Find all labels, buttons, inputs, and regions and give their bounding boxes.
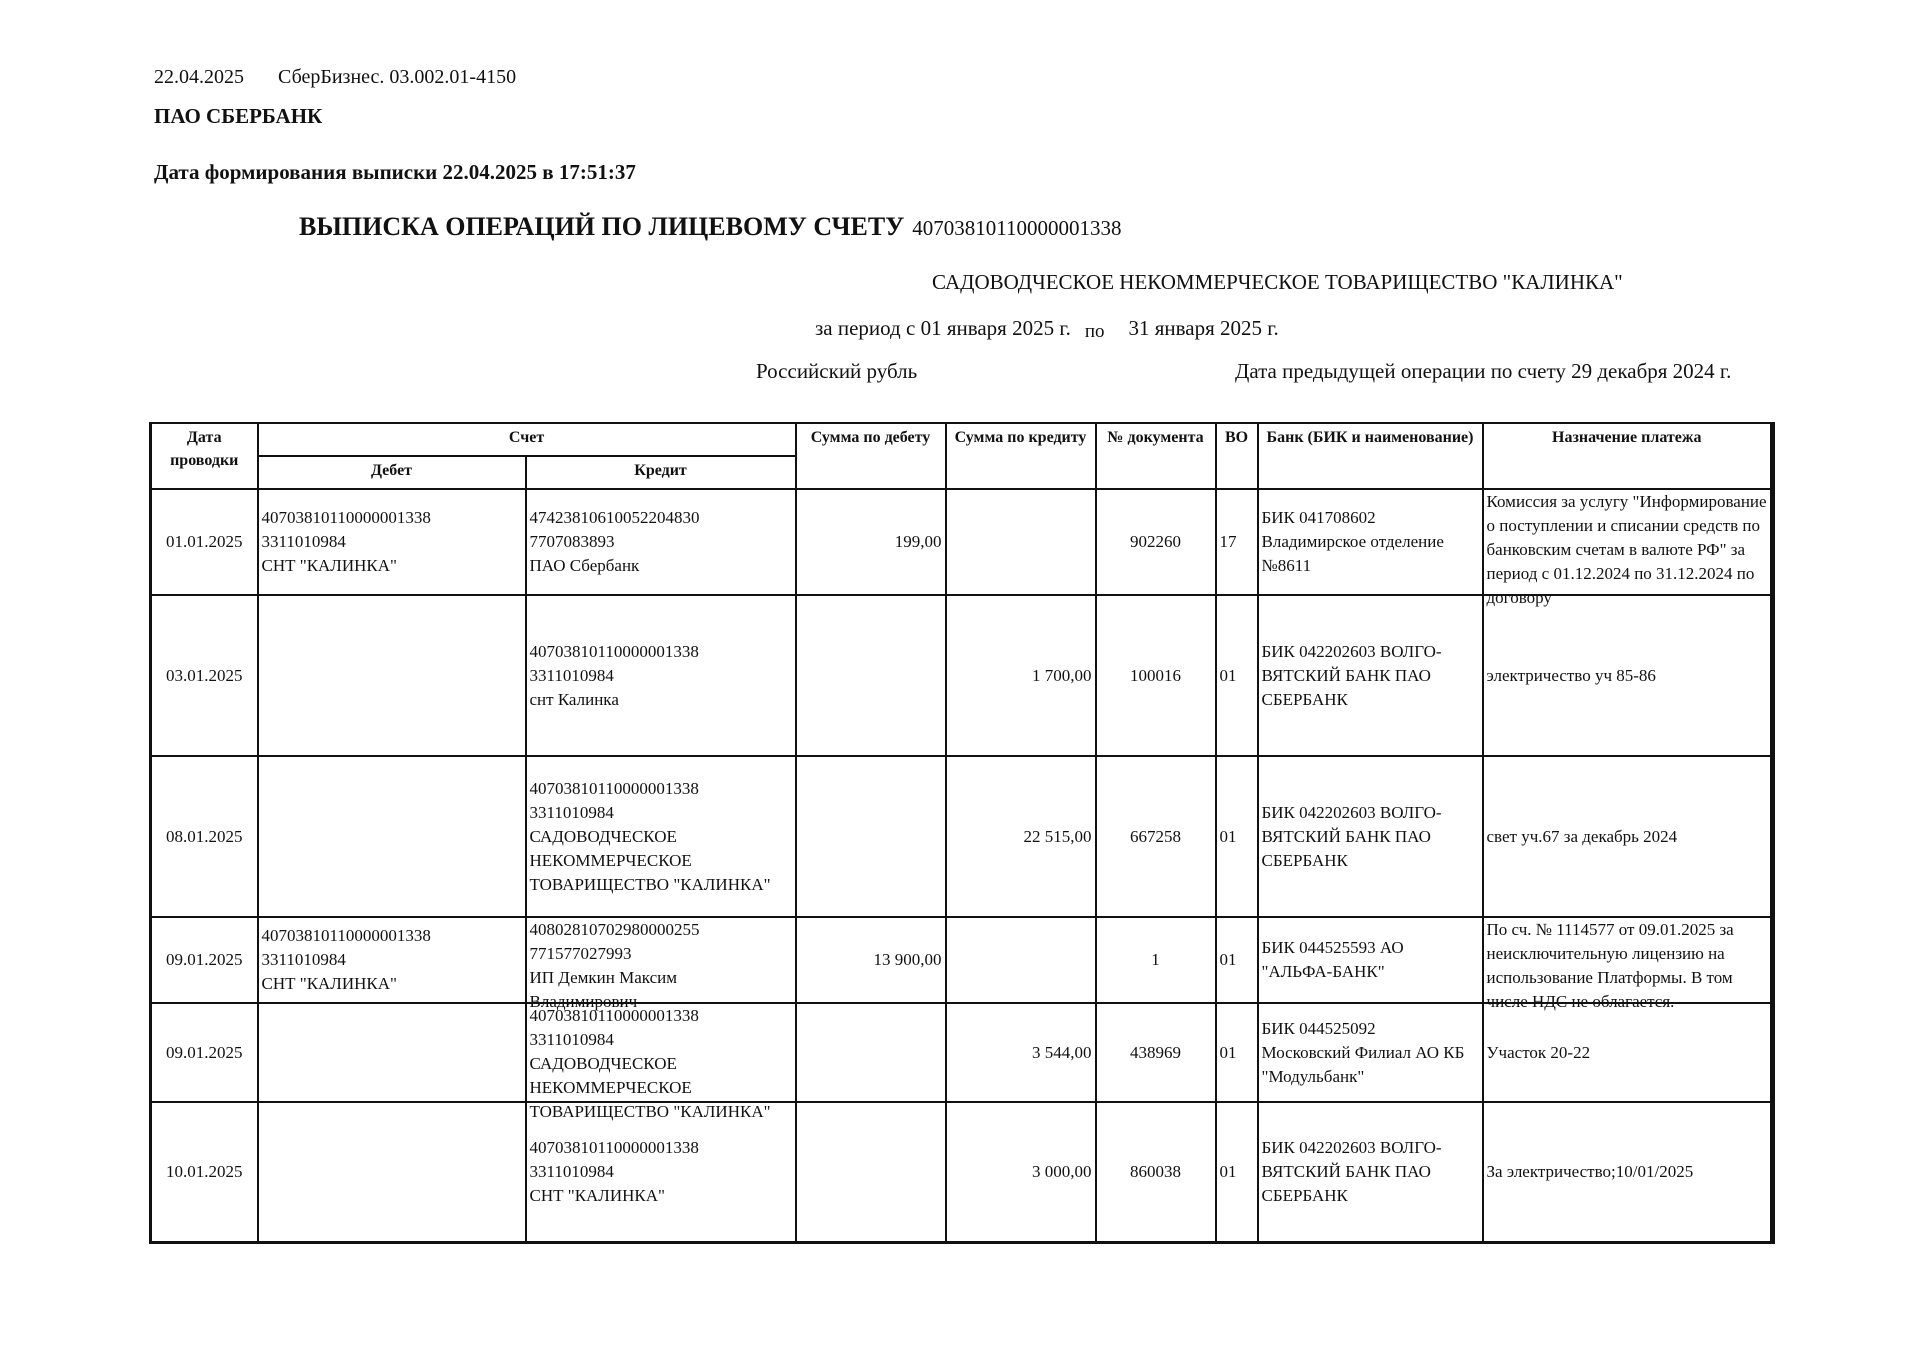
statement-account: 40703810110000001338	[912, 216, 1122, 240]
previous-operation-date: Дата предыдущей операции по счету 29 декабря 2024 г.	[1235, 359, 1732, 383]
period-to-word: по	[1084, 321, 1105, 342]
row-doc-no: 100016	[1096, 595, 1216, 756]
row-vo: 01	[1216, 1003, 1258, 1102]
row-purpose	[1483, 917, 1773, 1011]
row-debit-account	[258, 1003, 526, 1102]
col-purpose-header: Назначение платежа	[1483, 423, 1773, 489]
col-debit-sum-header: Сумма по дебету	[796, 423, 946, 489]
statement-title-text: ВЫПИСКА ОПЕРАЦИЙ ПО ЛИЦЕВОМУ СЧЕТУ	[299, 212, 905, 241]
row-debit-sum	[796, 1102, 946, 1242]
row-debit-account: 40703810110000001338 3311010984 СНТ "КАЛИНКА"	[258, 917, 526, 1003]
table-row	[151, 1003, 1773, 1102]
col-vo-header: ВО	[1216, 423, 1258, 489]
col-date-header: Дата проводки	[151, 423, 258, 489]
row-bank: БИК 042202603 ВОЛГО-ВЯТСКИЙ БАНК ПАО СБЕРБАНК	[1258, 756, 1483, 917]
row-vo: 01	[1216, 595, 1258, 756]
row-debit-account: 40703810110000001338 3311010984 СНТ "КАЛИНКА"	[258, 489, 526, 595]
header-line	[154, 66, 516, 89]
row-doc-no: 1	[1096, 917, 1216, 1003]
row-credit-account: 40703810110000001338 3311010984 снт Калинка	[526, 595, 796, 756]
row-credit-sum: 3 544,00	[946, 1003, 1096, 1102]
row-bank: БИК 042202603 ВОЛГО-ВЯТСКИЙ БАНК ПАО СБЕРБАНК	[1258, 1102, 1483, 1242]
row-credit-sum: 22 515,00	[946, 756, 1096, 917]
row-date: 09.01.2025	[151, 917, 258, 1003]
row-credit-account: 40703810110000001338 3311010984 САДОВОДЧЕСКОЕ НЕКОММЕРЧЕСКОЕ ТОВАРИЩЕСТВО "КАЛИНКА"	[526, 756, 796, 917]
row-debit-sum	[796, 595, 946, 756]
row-bank: БИК 042202603 ВОЛГО-ВЯТСКИЙ БАНК ПАО СБЕРБАНК	[1258, 595, 1483, 756]
row-credit-sum: 1 700,00	[946, 595, 1096, 756]
row-date: 08.01.2025	[151, 756, 258, 917]
row-bank: БИК 044525092 Московский Филиал АО КБ "Модульбанк"	[1258, 1003, 1483, 1102]
period-from: за период с 01 января 2025 г.	[815, 316, 1071, 340]
row-purpose: Участок 20-22	[1483, 1003, 1773, 1102]
row-credit-account-text: 40802810702980000255 771577027993 ИП Демкин Максим Владимирович	[529, 920, 700, 1011]
row-debit-account	[258, 595, 526, 756]
row-credit-account	[526, 917, 796, 1011]
row-date: 09.01.2025	[151, 1003, 258, 1102]
organization-name: САДОВОДЧЕСКОЕ НЕКОММЕРЧЕСКОЕ ТОВАРИЩЕСТВО "КАЛИНКА"	[932, 270, 1623, 294]
header-date: 22.04.2025	[154, 66, 244, 88]
row-credit-account	[526, 1003, 796, 1121]
row-doc-no: 902260	[1096, 489, 1216, 595]
row-purpose: электричество уч 85-86	[1483, 595, 1773, 756]
row-date: 01.01.2025	[151, 489, 258, 595]
row-debit-sum	[796, 1003, 946, 1102]
row-credit-account-text: 40703810110000001338 3311010984 САДОВОДЧЕСКОЕ НЕКОММЕРЧЕСКОЕ ТОВАРИЩЕСТВО "КАЛИНКА"	[529, 1006, 771, 1121]
col-bank-header: Банк (БИК и наименование)	[1258, 423, 1483, 489]
row-purpose-text: Комиссия за услугу "Информирование о поступлении и списании средств по банковским счетам в валюте РФ" за период с 01.12.2024 по 31.12.2024 по договору	[1486, 492, 1767, 607]
row-credit-sum	[946, 489, 1096, 595]
currency: Российский рубль	[756, 359, 918, 383]
row-bank: БИК 044525593 АО "АЛЬФА-БАНК"	[1258, 917, 1483, 1003]
row-purpose: За электричество;10/01/2025	[1483, 1102, 1773, 1242]
table-row	[151, 917, 1773, 1003]
row-credit-sum: 3 000,00	[946, 1102, 1096, 1242]
table-row	[151, 756, 1773, 917]
row-doc-no: 860038	[1096, 1102, 1216, 1242]
row-date: 10.01.2025	[151, 1102, 258, 1242]
table-row	[151, 595, 1773, 756]
header-system: СберБизнес. 03.002.01-4150	[278, 66, 517, 88]
row-debit-sum	[796, 756, 946, 917]
row-credit-account: 47423810610052204830 7707083893 ПАО Сбербанк	[526, 489, 796, 595]
period-to: 31 января 2025 г.	[1128, 316, 1279, 340]
row-debit-account	[258, 1102, 526, 1242]
row-vo: 01	[1216, 917, 1258, 1003]
row-purpose-text: По сч. № 1114577 от 09.01.2025 за неисключительную лицензию на использование Платформы. В том числе НДС не облагается.	[1486, 920, 1734, 1011]
row-debit-account	[258, 756, 526, 917]
row-purpose: свет уч.67 за декабрь 2024	[1483, 756, 1773, 917]
table-row	[151, 1102, 1773, 1242]
row-doc-no: 438969	[1096, 1003, 1216, 1102]
table-row	[151, 489, 1773, 595]
row-vo: 01	[1216, 1102, 1258, 1242]
statement-title	[299, 212, 1122, 242]
row-date: 03.01.2025	[151, 595, 258, 756]
col-doc-no-header: № документа	[1096, 423, 1216, 489]
row-doc-no: 667258	[1096, 756, 1216, 917]
statement-period	[815, 316, 1279, 341]
row-credit-sum	[946, 917, 1096, 1003]
row-vo: 01	[1216, 756, 1258, 917]
formed-datetime: Дата формирования выписки 22.04.2025 в 17:51:37	[154, 160, 636, 184]
row-vo: 17	[1216, 489, 1258, 595]
col-credit-acc-header: Кредит	[526, 456, 796, 489]
row-bank: БИК 041708602 Владимирское отделение №8611	[1258, 489, 1483, 595]
col-debit-acc-header: Дебет	[258, 456, 526, 489]
row-debit-sum: 199,00	[796, 489, 946, 595]
row-purpose	[1483, 489, 1773, 607]
col-credit-sum-header: Сумма по кредиту	[946, 423, 1096, 489]
bank-name: ПАО СБЕРБАНК	[154, 104, 323, 128]
row-credit-account: 40703810110000001338 3311010984 СНТ "КАЛИНКА"	[526, 1102, 796, 1242]
col-account-header: Счет	[258, 423, 796, 456]
operations-table	[149, 422, 1775, 1244]
row-debit-sum: 13 900,00	[796, 917, 946, 1003]
